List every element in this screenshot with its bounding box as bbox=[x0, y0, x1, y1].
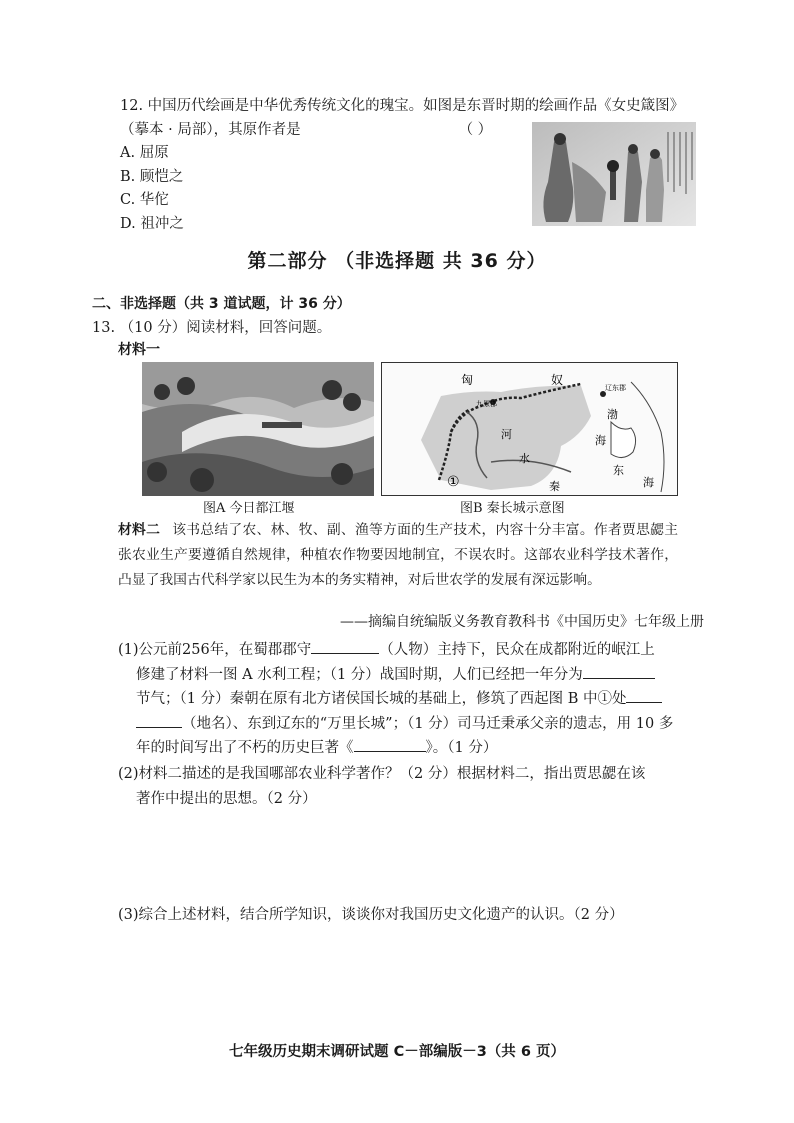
map-label-bo: 渤 bbox=[607, 408, 618, 421]
option-d: D. 祖冲之 bbox=[120, 215, 184, 232]
material2-label: 材料二 bbox=[118, 522, 161, 538]
blank-place-1[interactable] bbox=[626, 688, 662, 703]
sub1-text-g: 》。（1 分） bbox=[425, 740, 498, 756]
sub1-text-e: （地名）、东到辽东的“万里长城”；（1 分）司马迁秉承父亲的遗志，用 10 多 bbox=[182, 715, 674, 732]
sub1-text-d: 节气；（1 分）秦朝在原有北方诸侯国长城的基础上，修筑了西起图 B 中①处 bbox=[136, 691, 627, 707]
answer-parenthesis: （ ） bbox=[458, 121, 493, 138]
map-label-qin: 秦 bbox=[549, 480, 560, 493]
map-label-jiuyuan: 九原郡 bbox=[476, 400, 497, 408]
sub1-text-c: 修建了材料一图 A 水利工程；（1 分）战国时期，人们已经把一年分为 bbox=[136, 666, 583, 683]
painting-image bbox=[532, 122, 696, 226]
q12-stem-line2: （摹本 · 局部），其原作者是 bbox=[120, 121, 301, 138]
q12-stem-line1: 12. 中国历代绘画是中华优秀传统文化的瑰宝。如图是东晋时期的绘画作品《女史箴图》 bbox=[120, 98, 685, 114]
map-marker-1: ① bbox=[447, 474, 460, 490]
option-b: B. 顾恺之 bbox=[120, 168, 184, 185]
sub2-text-a: (2)材料二描述的是我国哪部农业科学著作？（2 分）根据材料二，指出贾思勰在该 bbox=[118, 766, 646, 782]
sub-question-2 bbox=[118, 762, 680, 811]
sub2-text-b: 著作中提出的思想。（2 分） bbox=[136, 790, 317, 807]
sub-question-1 bbox=[118, 638, 680, 761]
map-label-he: 河 bbox=[501, 428, 512, 441]
material2-source: ——摘编自统编版义务教育教科书《中国历史》七年级上册 bbox=[340, 614, 704, 630]
material1-label: 材料一 bbox=[118, 342, 160, 358]
question-13-intro: 13. （10 分）阅读材料，回答问题。 bbox=[92, 320, 332, 336]
figure-b-qin-wall-map bbox=[381, 362, 678, 496]
figure-a-caption: 图A 今日都江堰 bbox=[203, 501, 295, 516]
map-label-hai2: 海 bbox=[643, 476, 654, 489]
option-c: C. 华佗 bbox=[120, 192, 169, 208]
part-heading: 二、非选择题（共 3 道试题，计 36 分） bbox=[92, 296, 351, 312]
page-footer: 七年级历史期末调研试题 C－部编版－3（共 6 页） bbox=[229, 1044, 565, 1060]
material2-paragraph bbox=[118, 518, 678, 593]
sub-question-3: (3)综合上述材料，结合所学知识，谈谈你对我国历史文化遗产的认识。（2 分） bbox=[118, 907, 624, 923]
map-label-nu: 奴 bbox=[551, 373, 564, 387]
blank-solar-terms[interactable] bbox=[583, 664, 655, 679]
map-label-liaodong: 辽东郡 bbox=[605, 384, 626, 392]
map-label-xiong: 匈 bbox=[461, 373, 474, 387]
blank-book[interactable] bbox=[354, 737, 426, 752]
map-label-dong: 东 bbox=[613, 464, 624, 477]
figure-b-caption: 图B 秦长城示意图 bbox=[460, 501, 565, 516]
sub1-text-b: （人物）主持下，民众在成都附近的岷江上 bbox=[379, 642, 655, 658]
map-label-shui: 水 bbox=[519, 452, 530, 465]
material2-text: 该书总结了农、林、牧、副、渔等方面的生产技术，内容十分丰富。作者贾思勰主张农业生产要遵循自然规律，种植农作物要因地制宜，不误农时。这部农业科学技术著作，凸显了我国古代科学家以民生为本的务实精神，对后世农学的发展有深远影响。 bbox=[118, 522, 679, 588]
option-a: A. 屈原 bbox=[120, 145, 169, 161]
sub1-text-a: (1)公元前256年，在蜀郡郡守 bbox=[118, 642, 312, 658]
figure-a-dujiangyan-photo bbox=[142, 362, 374, 496]
blank-place-2[interactable] bbox=[136, 713, 182, 728]
blank-person[interactable] bbox=[311, 639, 379, 654]
map-label-hai: 海 bbox=[595, 434, 606, 447]
section-title: 第二部分 （非选择题 共 36 分） bbox=[247, 250, 547, 272]
sub1-text-f: 年的时间写出了不朽的历史巨著《 bbox=[136, 740, 354, 756]
